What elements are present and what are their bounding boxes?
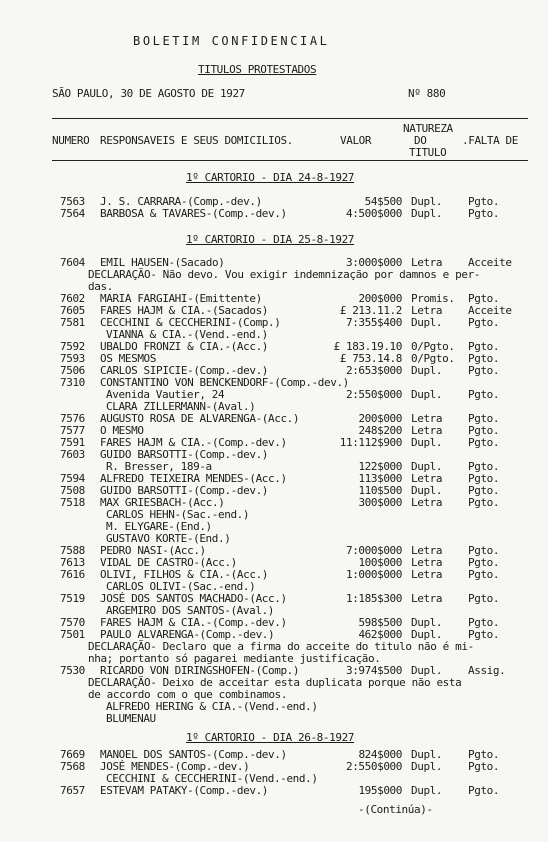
entry-name: das.: [88, 280, 113, 293]
entry-name: GUSTAVO KORTE-(End.): [106, 532, 231, 545]
entry-number: 7593: [60, 352, 85, 365]
entry-number: 7604: [60, 256, 85, 269]
column-natureza-1: NATUREZA: [403, 122, 453, 135]
entry-name: CARLOS SIPICIE-(Comp.-dev.): [100, 364, 269, 377]
entry-number: 7570: [60, 616, 85, 629]
header-rule-top: [52, 118, 528, 119]
entry-name: JOSÉ MENDES-(Comp.-dev.): [100, 760, 250, 773]
entry-name: OS MESMOS: [100, 352, 157, 365]
entry-number: 7310: [60, 376, 85, 389]
entry-title-type: Letra: [411, 544, 443, 557]
entry-reason: Pgto.: [468, 544, 500, 557]
entry-value: £ 753.14.8: [339, 352, 402, 365]
entry-name: M. ELYGARE-(End.): [106, 520, 212, 533]
continues-note: -(Continúa)-: [358, 803, 433, 816]
entry-number: 7519: [60, 592, 85, 605]
entry-name: AUGUSTO ROSA DE ALVARENGA-(Acc.): [100, 412, 300, 425]
entry-value: 1:000$000: [345, 568, 402, 581]
entry-title-type: Dupl.: [411, 207, 443, 220]
entry-name: de accordo com o que combinamos.: [88, 688, 288, 701]
entry-title-type: Promis.: [411, 292, 455, 305]
entry-title-type: Letra: [411, 472, 443, 485]
entry-number: 7563: [60, 195, 85, 208]
entry-number: 7581: [60, 316, 85, 329]
entry-reason: Pgto.: [468, 352, 500, 365]
entry-value: 824$000: [358, 748, 402, 761]
entry-name: ALFREDO TEIXEIRA MENDES-(Acc.): [100, 472, 287, 485]
column-falta: .FALTA DE: [462, 134, 519, 147]
entry-name: nha; portanto só pagarei mediante justificação.: [88, 652, 381, 665]
entry-name: GUIDO BARSOTTI-(Comp.-dev.): [100, 484, 269, 497]
column-numero: NUMERO: [52, 134, 90, 147]
entry-value: 598$500: [358, 616, 402, 629]
entry-number: 7591: [60, 436, 85, 449]
entry-reason: Pgto.: [468, 484, 500, 497]
entry-name: CONSTANTINO VON BENCKENDORF-(Comp.-dev.): [100, 376, 349, 389]
entry-title-type: Letra: [411, 592, 443, 605]
entry-value: 1:185$300: [345, 592, 402, 605]
entry-number: 7568: [60, 760, 85, 773]
entry-number: 7616: [60, 568, 85, 581]
entry-title-type: Dupl.: [411, 436, 443, 449]
entry-reason: Pgto.: [468, 340, 500, 353]
entry-title-type: Letra: [411, 568, 443, 581]
entry-value: 3:000$000: [345, 256, 402, 269]
entry-name: DECLARAÇÃO- Declaro que a firma do acceite do titulo não é mi-: [88, 640, 474, 653]
entry-reason: Pgto.: [468, 207, 500, 220]
entry-title-type: 0/Pgto.: [411, 352, 455, 365]
entry-reason: Acceite: [468, 304, 512, 317]
entry-value: 200$000: [358, 412, 402, 425]
document-title: BOLETIM CONFIDENCIAL: [133, 34, 330, 48]
entry-value: 2:550$000: [345, 388, 402, 401]
entry-number: 7577: [60, 424, 85, 437]
entry-reason: Pgto.: [468, 496, 500, 509]
entry-reason: Pgto.: [468, 628, 500, 641]
entry-reason: Pgto.: [468, 760, 500, 773]
entry-reason: Assig.: [468, 664, 506, 677]
entry-title-type: Dupl.: [411, 760, 443, 773]
entry-name: BARBOSA & TAVARES-(Comp.-dev.): [100, 207, 287, 220]
entry-value: 2:653$000: [345, 364, 402, 377]
entry-reason: Pgto.: [468, 388, 500, 401]
entry-number: 7592: [60, 340, 85, 353]
entry-name: CARLOS HEHN-(Sac.-end.): [106, 508, 250, 521]
entry-title-type: Dupl.: [411, 460, 443, 473]
entry-title-type: Dupl.: [411, 388, 443, 401]
entry-name: CECCHINI & CECCHERINI-(Comp.): [100, 316, 281, 329]
entry-name: MARIA FARGIAHI-(Emittente): [100, 292, 262, 305]
section-heading: 1º CARTORIO - DIA 26-8-1927: [186, 731, 355, 744]
entry-name: ARGEMIRO DOS SANTOS-(Aval.): [106, 604, 275, 617]
document-subtitle: TITULOS PROTESTADOS: [198, 63, 317, 76]
entry-name: GUIDO BARSOTTI-(Comp.-dev.): [100, 448, 269, 461]
entry-title-type: Letra: [411, 556, 443, 569]
entry-value: 300$000: [358, 496, 402, 509]
entry-reason: Pgto.: [468, 292, 500, 305]
entry-name: UBALDO FRONZI & CIA.-(Acc.): [100, 340, 269, 353]
entry-number: 7602: [60, 292, 85, 305]
entry-name: DECLARAÇÃO- Deixo de acceitar esta duplicata porque não esta: [88, 676, 462, 689]
entry-value: 11:112$900: [339, 436, 402, 449]
entry-name: FARES HAJM & CIA.-(Comp.-dev.): [100, 616, 287, 629]
entry-reason: Pgto.: [468, 784, 500, 797]
entry-value: 200$000: [358, 292, 402, 305]
entry-title-type: Dupl.: [411, 316, 443, 329]
entry-value: 195$000: [358, 784, 402, 797]
column-valor: VALOR: [340, 134, 372, 147]
entry-number: 7657: [60, 784, 85, 797]
entry-title-type: Dupl.: [411, 484, 443, 497]
entry-reason: Acceite: [468, 256, 512, 269]
entry-name: Avenida Vautier, 24: [106, 388, 225, 401]
entry-name: JOSÉ DOS SANTOS MACHADO-(Acc.): [100, 592, 287, 605]
entry-reason: Pgto.: [468, 460, 500, 473]
entry-value: 54$500: [364, 195, 402, 208]
entry-reason: Pgto.: [468, 556, 500, 569]
entry-name: DECLARAÇÃO- Não devo. Vou exigir indemnização por damnos e per-: [88, 268, 481, 281]
entry-title-type: 0/Pgto.: [411, 340, 455, 353]
entry-title-type: Dupl.: [411, 628, 443, 641]
entry-reason: Pgto.: [468, 616, 500, 629]
entry-name: ALFREDO HERING & CIA.-(Vend.-end.): [106, 700, 318, 713]
bulletin-number: Nº 880: [408, 87, 446, 100]
entry-value: 248$200: [358, 424, 402, 437]
entry-reason: Pgto.: [468, 568, 500, 581]
entry-number: 7594: [60, 472, 85, 485]
header-rule-bottom: [52, 160, 528, 161]
entry-number: 7564: [60, 207, 85, 220]
entry-title-type: Dupl.: [411, 195, 443, 208]
entry-name: BLUMENAU: [106, 712, 156, 725]
entry-number: 7605: [60, 304, 85, 317]
column-responsaveis: RESPONSAVEIS E SEUS DOMICILIOS.: [100, 134, 293, 147]
entry-name: MAX GRIESBACH-(Acc.): [100, 496, 225, 509]
entry-name: ESTEVAM PATAKY-(Comp.-dev.): [100, 784, 269, 797]
entry-name: MANOEL DOS SANTOS-(Comp.-dev.): [100, 748, 287, 761]
entry-value: 7:000$000: [345, 544, 402, 557]
entry-number: 7669: [60, 748, 85, 761]
column-natureza-2: DO: [414, 134, 427, 147]
entry-name: CARLOS OLIVI-(Sac.-end.): [106, 580, 256, 593]
entry-value: 122$000: [358, 460, 402, 473]
entry-reason: Pgto.: [468, 316, 500, 329]
entry-name: PEDRO NASI-(Acc.): [100, 544, 206, 557]
entry-name: J. S. CARRARA-(Comp.-dev.): [100, 195, 262, 208]
entry-number: 7588: [60, 544, 85, 557]
entry-value: 110$500: [358, 484, 402, 497]
section-heading: 1º CARTORIO - DIA 25-8-1927: [186, 233, 355, 246]
entry-number: 7501: [60, 628, 85, 641]
entry-number: 7613: [60, 556, 85, 569]
entry-number: 7518: [60, 496, 85, 509]
entry-name: O MESMO: [100, 424, 144, 437]
entry-reason: Pgto.: [468, 195, 500, 208]
entry-reason: Pgto.: [468, 436, 500, 449]
entry-name: EMIL HAUSEN-(Sacado): [100, 256, 225, 269]
entry-value: £ 183.19.10: [333, 340, 402, 353]
entry-title-type: Dupl.: [411, 664, 443, 677]
entry-reason: Pgto.: [468, 472, 500, 485]
entry-name: RICARDO VON DIRINGSHOFEN-(Comp.): [100, 664, 300, 677]
entry-title-type: Dupl.: [411, 784, 443, 797]
entry-value: £ 213.11.2: [339, 304, 402, 317]
entry-name: R. Bresser, 189-a: [106, 460, 212, 473]
entry-number: 7576: [60, 412, 85, 425]
entry-reason: Pgto.: [468, 412, 500, 425]
entry-title-type: Letra: [411, 412, 443, 425]
section-heading: 1º CARTORIO - DIA 24-8-1927: [186, 171, 355, 184]
entry-title-type: Letra: [411, 424, 443, 437]
entry-title-type: Dupl.: [411, 616, 443, 629]
place-date: SÃO PAULO, 30 DE AGOSTO DE 1927: [52, 87, 245, 100]
entry-value: 2:550$000: [345, 760, 402, 773]
entry-title-type: Letra: [411, 256, 443, 269]
entry-reason: Pgto.: [468, 748, 500, 761]
entry-name: VIANNA & CIA.-(Vend.-end.): [106, 328, 268, 341]
entry-name: CECCHINI & CECCHERINI-(Vend.-end.): [106, 772, 318, 785]
entry-value: 4:500$000: [345, 207, 402, 220]
entry-number: 7506: [60, 364, 85, 377]
entry-reason: Pgto.: [468, 424, 500, 437]
entry-value: 3:974$500: [345, 664, 402, 677]
entry-value: 462$000: [358, 628, 402, 641]
entry-name: FARES HAJM & CIA.-(Comp.-dev.): [100, 436, 287, 449]
entry-name: OLIVI, FILHOS & CIA.-(Acc.): [100, 568, 269, 581]
entry-name: FARES HAJM & CIA.-(Sacados): [100, 304, 269, 317]
entry-title-type: Letra: [411, 304, 443, 317]
entry-name: VIDAL DE CASTRO-(Acc.): [100, 556, 237, 569]
entry-value: 113$000: [358, 472, 402, 485]
entry-reason: Pgto.: [468, 364, 500, 377]
entry-value: 100$000: [358, 556, 402, 569]
entry-title-type: Dupl.: [411, 364, 443, 377]
entry-title-type: Letra: [411, 496, 443, 509]
entry-title-type: Dupl.: [411, 748, 443, 761]
entry-name: CLARA ZILLERMANN-(Aval.): [106, 400, 256, 413]
entry-value: 7:355$400: [345, 316, 402, 329]
column-natureza-3: TITULO: [409, 146, 447, 159]
entry-number: 7508: [60, 484, 85, 497]
entry-reason: Pgto.: [468, 592, 500, 605]
entry-number: 7530: [60, 664, 85, 677]
entry-number: 7603: [60, 448, 85, 461]
entry-name: PAULO ALVARENGA-(Comp.-dev.): [100, 628, 275, 641]
